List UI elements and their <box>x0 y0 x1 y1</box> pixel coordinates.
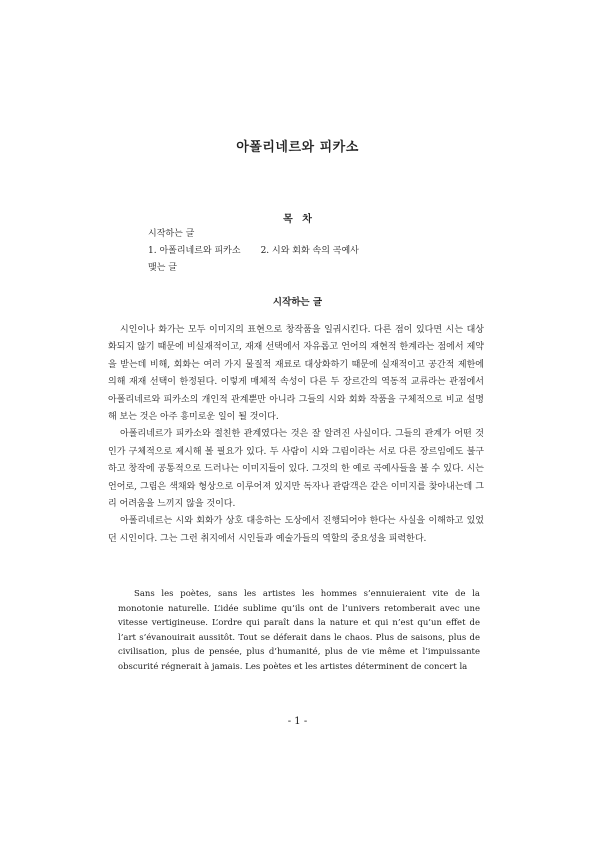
toc-item: 1. 아폴리네르와 피카소 <box>148 246 241 256</box>
toc-item: 맺는 글 <box>148 263 177 273</box>
section-heading: 시작하는 글 <box>272 297 323 308</box>
paragraph: 아폴리네르는 시와 회화가 상호 대응하는 도상에서 진행되어야 한다는 사실을 이해하고 있었던 시인이다. 그는 그런 취지에서 시인들과 예술가들의 역할의 중요성을 피력한다. <box>108 516 484 544</box>
paragraph: 시인이나 화가는 모두 이미지의 표현으로 창작품을 일궈시킨다. 다른 점이 있다면 시는 대상화되지 않기 때문에 비실재적이고, 재재 선택에서 자유롭고 언어의 재현적 한계라는 점에서 제약을 받는데 비해, 회화는 여러 가지 물질적 재료로 대상화하기 때문에 실재적이고 공간적 제한에 의해 재재 선택이 한정된다. 이렇게 매체적 속성이 다른 두 장르간의 역동적 교류라는 관점에서 아폴리네르와 피카소의 개인적 관계뿐만 아니라 그들의 시와 회화 작품을 구체적으로 비교 설명해 보는 것은 아주 흥미로운 일이 될 것이다. <box>108 325 484 423</box>
toc-item: 시작하는 글 <box>148 229 195 239</box>
table-of-contents <box>148 226 359 277</box>
toc-item: 2. 시와 회화 속의 곡예사 <box>260 246 359 256</box>
body-text <box>108 322 484 548</box>
paragraph: 아폴리네르가 피카소와 절친한 관계였다는 것은 잘 알려진 사실이다. 그들의 관계가 어떤 것인가 구체적으로 제시해 볼 필요가 있다. 두 사람이 시와 그림이라는 서로 다른 장르임에도 불구하고 창작에 공통적으로 드러나는 이미지들이 있다. 그것의 한 예로 곡예사들을 볼 수 있다. 시는 언어로, 그림은 색채와 형상으로 이루어져 있지만 독자나 관람객은 같은 이미지를 찾아내는데 그리 어려움을 느끼지 않을 것이다. <box>108 429 484 510</box>
document-title: 아폴리네르와 피카소 <box>236 140 359 155</box>
page-number: - 1 - <box>287 716 308 727</box>
toc-heading: 목 차 <box>283 214 312 225</box>
toc-row-chapters <box>148 243 359 260</box>
french-quote: Sans les poètes, sans les artistes les hommes s’ennuieraient vite de la monotonie naturelle. L’idée sublime qu’ils ont de l’univers retomberait avec une vitesse vertigineuse. L’ordre qui paraît dans la nature et qui n’est qu’un effet de l’art s’évanouirait aussitôt. Tout se déferait dans le chaos. Plus de saisons, plus de civilisation, plus de pensée, plus d’humanité, plus de vie même et l’impuissante obscurité régnerait à jamais. Les poètes et les artistes déterminent de concert la <box>118 589 480 672</box>
